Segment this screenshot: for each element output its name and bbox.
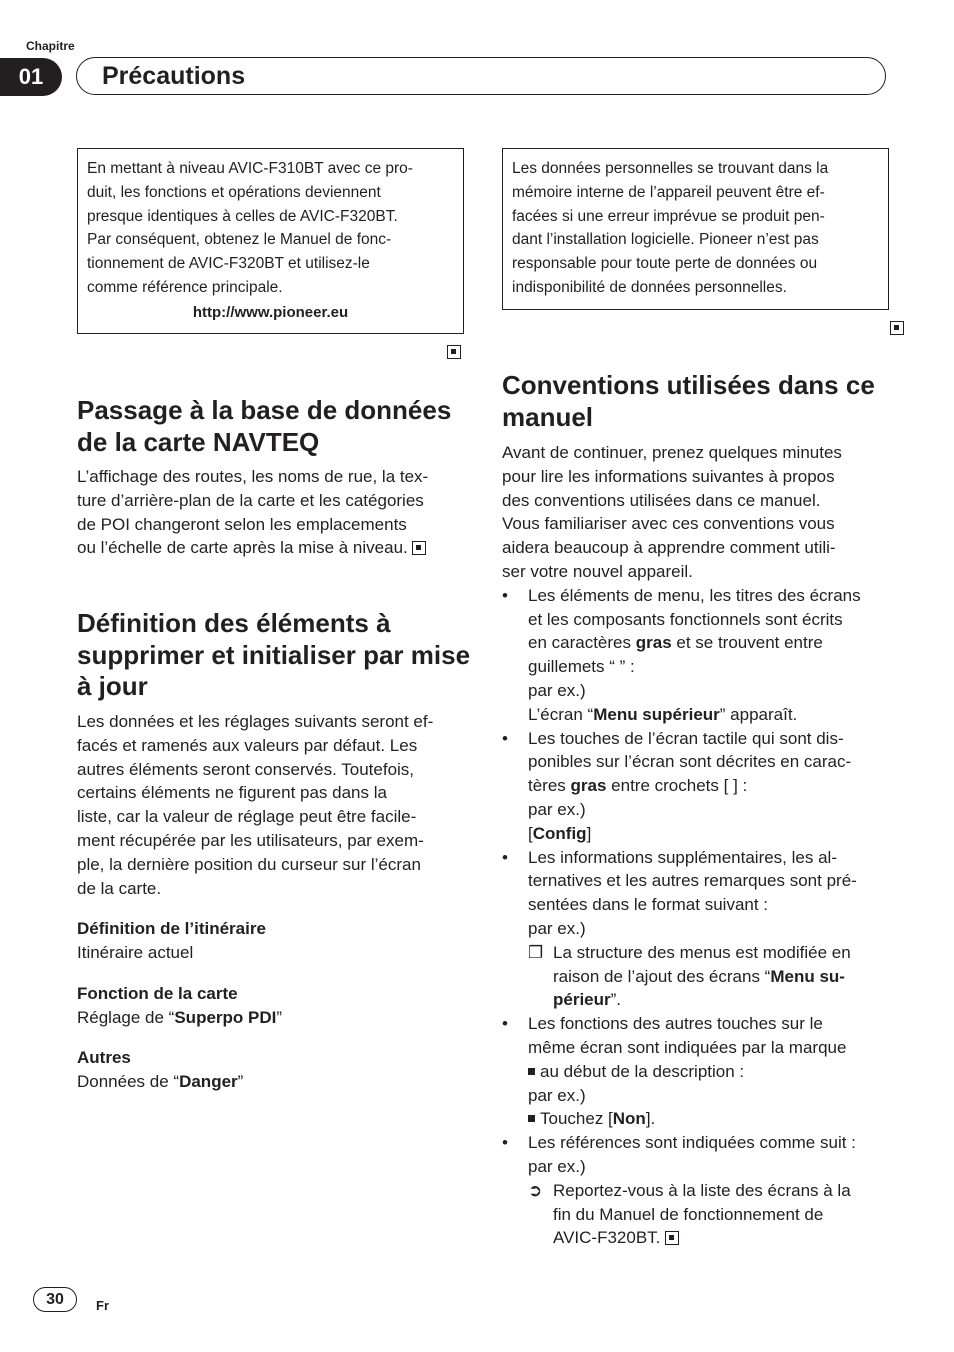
body-line: • Les informations supplémentaires, les al-: [528, 847, 837, 867]
section-title-navteq: Passage à la base de données de la carte NAVTEQ: [77, 395, 452, 457]
body-text: ”.: [610, 990, 622, 1010]
body-text: [: [528, 823, 533, 843]
box-line: tionnement de AVIC-F320BT et utilisez-le: [87, 255, 370, 273]
item-heading: Autres: [77, 1048, 131, 1067]
body-line: pour lire les informations suivantes à propos: [502, 466, 835, 486]
box-line: Les données personnelles se trouvant dans la: [512, 160, 829, 177]
page-number: 30: [33, 1287, 77, 1312]
chapter-label: Chapitre: [26, 39, 75, 53]
body-line: certains éléments ne figurent pas dans la: [77, 783, 387, 803]
example-label: par ex.): [528, 918, 586, 938]
upgrade-notice-box: [77, 148, 464, 334]
language-label: Fr: [96, 1298, 109, 1313]
body-line: ture d’arrière-plan de la carte et les catégories: [77, 490, 424, 510]
body-text: ].: [645, 1109, 656, 1129]
body-text: Touchez [: [540, 1109, 613, 1129]
note-item: [528, 1179, 897, 1250]
item-value: Danger: [179, 1071, 238, 1091]
definition-item: [77, 1046, 472, 1094]
square-mark-icon: [528, 1115, 535, 1122]
body-text: L’écran “: [528, 704, 594, 724]
item-text: ”: [276, 1007, 283, 1027]
body-line: et les composants fonctionnels sont écrits: [528, 609, 843, 629]
body-line: • Les touches de l’écran tactile qui sont dis-: [528, 728, 844, 748]
section-title-conventions: Conventions utilisées dans ce manuel: [502, 370, 875, 432]
body-line: • Les fonctions des autres touches sur le: [528, 1014, 823, 1034]
body-line: ternatives et les autres remarques sont pré-: [528, 871, 857, 891]
list-item: [502, 1131, 897, 1250]
list-item: [502, 846, 897, 1013]
item-text: ”: [237, 1071, 244, 1091]
box-line: mémoire interne de l’appareil peuvent être ef-: [512, 183, 825, 201]
body-line: aidera beaucoup à apprendre comment utili-: [502, 538, 836, 558]
bold-text: Config: [532, 823, 587, 843]
section-body-conventions: [502, 441, 897, 1250]
end-mark-icon: [412, 541, 426, 555]
bold-text: Menu su-: [770, 966, 845, 986]
body-line: guillemets “ ” :: [528, 657, 635, 677]
note-item: [528, 941, 897, 1012]
example-label: par ex.): [528, 799, 586, 819]
body-line: de la carte.: [77, 878, 162, 898]
body-text: tères: [528, 776, 571, 796]
body-text: au début de la description :: [540, 1061, 745, 1081]
reference-arrow-icon: ➲: [528, 1180, 543, 1200]
body-line: ment récupérée par les utilisateurs, par exem-: [77, 830, 424, 850]
box-line: comme référence principale.: [87, 278, 283, 296]
body-line: Reportez-vous à la liste des écrans à la: [553, 1180, 851, 1200]
box-line: Par conséquent, obtenez le Manuel de fonc-: [87, 231, 392, 249]
body-text: et se trouvent entre: [671, 633, 823, 653]
bold-text: gras: [635, 633, 672, 653]
body-line: liste, car la valeur de réglage peut être facile-: [77, 807, 417, 827]
list-item: [502, 727, 897, 846]
box-line: duit, les fonctions et opérations deviennent: [87, 183, 381, 201]
item-text: Données de “: [77, 1071, 180, 1091]
body-line: Les données et les réglages suivants seront ef-: [77, 712, 434, 731]
body-line: • Les références sont indiquées comme suit :: [528, 1133, 856, 1153]
definition-item: [77, 982, 472, 1030]
body-line: de POI changeront selon les emplacements: [77, 514, 407, 534]
pioneer-url-link[interactable]: http://www.pioneer.eu: [192, 303, 349, 321]
body-line: L’affichage des routes, les noms de rue, la tex-: [77, 467, 429, 486]
square-mark-icon: [528, 1068, 535, 1075]
note-box-icon: ❒: [528, 942, 544, 962]
box-line: indisponibilité de données personnelles.: [512, 278, 787, 296]
body-text: en caractères: [528, 633, 636, 653]
body-line: même écran sont indiquées par la marque: [528, 1037, 847, 1057]
example-label: par ex.): [528, 1156, 586, 1176]
end-mark-icon: [447, 345, 461, 359]
box-line: En mettant à niveau AVIC-F310BT avec ce pro-: [87, 160, 413, 177]
body-line: des conventions utilisées dans ce manuel.: [502, 490, 821, 510]
body-line: facés et ramenés aux valeurs par défaut. Les: [77, 735, 418, 755]
body-line: • Les éléments de menu, les titres des écrans: [528, 585, 861, 605]
body-text: ]: [586, 823, 592, 843]
list-item: [502, 1012, 897, 1131]
body-line: La structure des menus est modifiée en: [553, 942, 851, 962]
chapter-number: 01: [0, 58, 62, 96]
body-line: autres éléments seront conservés. Toutefois,: [77, 759, 415, 779]
body-line: Vous familiariser avec ces conventions vous: [502, 514, 835, 534]
body-line: ponibles sur l’écran sont décrites en carac-: [528, 752, 852, 772]
end-mark-icon: [890, 321, 904, 335]
data-loss-notice-box: [502, 148, 889, 310]
example-label: par ex.): [528, 680, 586, 700]
section-body-definition: [77, 710, 472, 900]
body-line: Avant de continuer, prenez quelques minutes: [502, 443, 842, 462]
end-mark-icon: [665, 1231, 679, 1245]
box-line: facées si une erreur imprévue se produit pen-: [512, 207, 825, 225]
item-text: Réglage de “: [77, 1007, 175, 1027]
chapter-title: Précautions: [102, 62, 246, 90]
item-heading: Définition de l’itinéraire: [77, 919, 266, 938]
body-text: AVIC-F320BT.: [553, 1228, 661, 1248]
box-line: presque identiques à celles de AVIC-F320BT.: [87, 207, 398, 225]
bold-text: gras: [570, 776, 607, 796]
example-label: par ex.): [528, 1085, 586, 1105]
body-line: ple, la dernière position du curseur sur l’écran: [77, 854, 421, 874]
item-heading: Fonction de la carte: [77, 984, 238, 1003]
item-text: Itinéraire actuel: [77, 942, 194, 962]
body-line: ser votre nouvel appareil.: [502, 561, 693, 581]
section-body-navteq: [77, 465, 472, 560]
body-line: ou l’échelle de carte après la mise à niveau.: [77, 538, 408, 558]
conventions-list: [502, 584, 897, 1250]
section-title-definition: Définition des éléments à supprimer et initialiser par mise à jour: [77, 608, 471, 701]
body-text: raison de l’ajout des écrans “: [553, 966, 771, 986]
bold-text: Non: [612, 1109, 646, 1129]
box-line: dant l’installation logicielle. Pioneer n’est pas: [512, 231, 819, 249]
body-text: entre crochets [ ] :: [606, 776, 748, 796]
box-line: responsable pour toute perte de données ou: [512, 255, 818, 273]
body-line: sentées dans le format suivant :: [528, 895, 769, 915]
body-text: ” apparaît.: [719, 704, 798, 724]
body-line: fin du Manuel de fonctionnement de: [553, 1204, 824, 1224]
bold-text: Menu supérieur: [593, 704, 720, 724]
definition-item: [77, 917, 472, 965]
list-item: [502, 584, 897, 727]
item-value: Superpo PDI: [174, 1007, 277, 1027]
bold-text: périeur: [553, 990, 611, 1010]
